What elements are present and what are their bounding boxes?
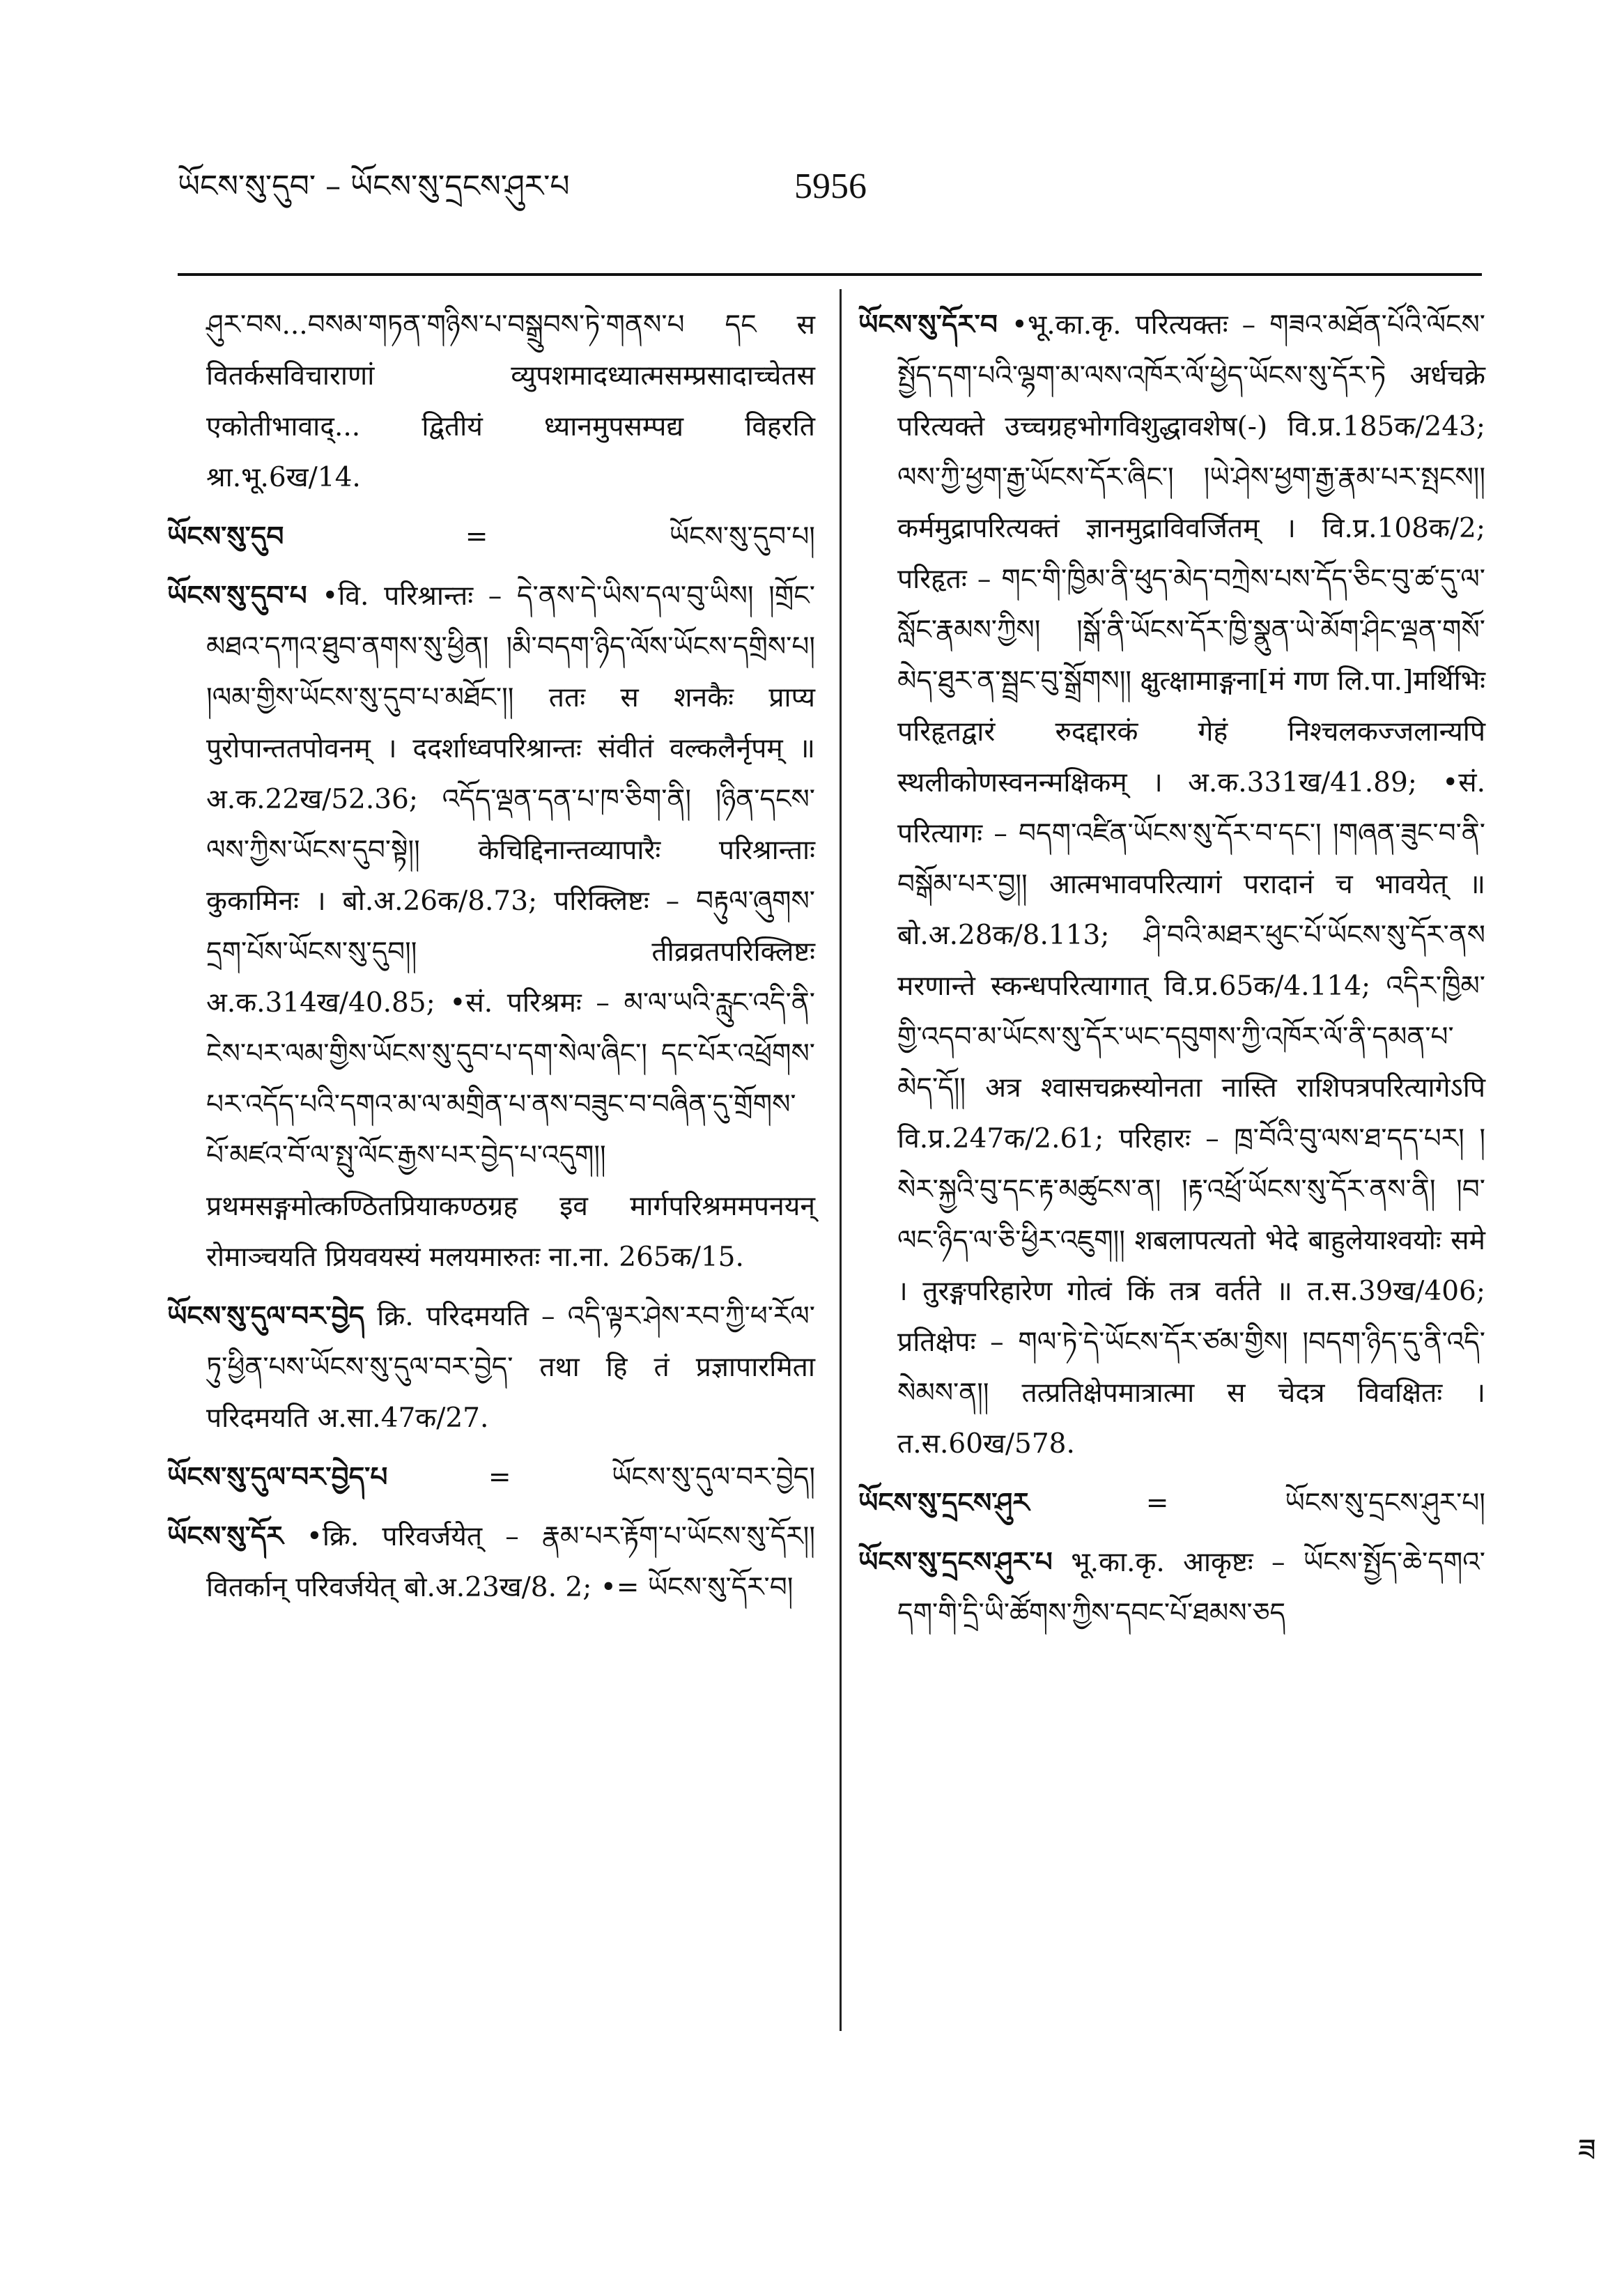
headword: ཡོངས་སུ་དྲངས་ཤུར xyxy=(858,1487,1030,1519)
entry-body: •वि. परिश्रान्तः – དེ་ནས་དེ་ཡིས་དལ་བུ་ཡིས། །གྲོང་མཐའ་དཀའ་ཐུབ་ནགས་སུ་ཕྱིན། །མི་བདག་ཉིད་ལོས་ཡོངས་དགྲིས་པ། །ལམ་གྱིས་ཡོངས་སུ་དུབ་པ་མཐོང་།། ततः स शनकैः प्राप्य पुरोपान्ततपोवनम् । ददर्शाध्वपरिश्रान्तः संवीतं वल्कलैर्नृपम् ॥ अ.क.22ख/52.36; འདོད་ལྡན་དན་པ་ཁ་ཅིག་ནི། །ཉིན་དངས་ལས་ཀྱིས་ཡོངས་དུབ་སྟེ།། केचिद्दिनान्तव्यापारैः परिश्रान्ताः कुकामिनः । बो.अ.26क/8.73; परिक्लिष्टः – བརྟུལ་ཞུགས་དྲག་པོས་ཡོངས་སུ་དུབ།། तीव्रव्रतपरिक्लिष्टः अ.क.314ख/40.85; •सं. परिश्रमः – མ་ལ་ཡའི་རླུང་འདི་ནི་ངེས་པར་ལམ་གྱིས་ཡོངས་སུ་དུབ་པ་དག་སེལ་ཞིང་། དང་པོར་འཕྲོགས་པར་འདོད་པའི་དགའ་མ་ལ་མགྲིན་པ་ནས་བཟུང་བ་བཞིན་དུ་གྲོགས་པོ་མཛའ་བོ་ལ་སྤུ་ལོང་རྒྱས་པར་བྱེད་པ་འདུག།། प्रथमसङ्गमोत्कण्ठितप्रियाकण्ठग्रह इव मार्गपरिश्रममपनयन् रोमाञ्चयति प्रियवयस्यं मलयमारुतः ना.ना. 265क/15. xyxy=(206,580,815,1273)
reference-target: ཡོངས་སུ་དྲངས་ཤུར་པ། xyxy=(1285,1488,1485,1519)
headword: ཡོངས་སུ་དོར xyxy=(167,1520,284,1552)
cross-reference-entry xyxy=(167,511,815,562)
reference-target: ཡོངས་སུ་དུལ་བར་བྱེད། xyxy=(612,1462,815,1493)
dictionary-entry xyxy=(167,571,815,1283)
running-head: ཡོངས་སུ་དུབ་ – ཡོངས་སུ་དྲངས་ཤུར་པ xyxy=(178,169,570,204)
equals-sign: = xyxy=(488,1462,511,1493)
entry-body: भू.का.कृ. आकृष्टः – ཡོངས་སྤྱོད་ཆེ་དགའ་དག་གི་དྲི་ཡི་ཚོགས་ཀྱིས་དབང་པོ་ཐམས་ཅད xyxy=(897,1547,1485,1629)
dictionary-entry xyxy=(858,1537,1485,1639)
headword: ཡོངས་སུ་དུབ་པ xyxy=(167,580,307,612)
right-column xyxy=(858,300,1485,1647)
headword: ཡོངས་སུ་དུལ་བར་བྱེད་པ xyxy=(167,1461,388,1493)
equals-sign: = xyxy=(465,521,488,553)
dictionary-entry xyxy=(167,1291,815,1444)
entry-body: •भू.का.कृ. परित्यक्तः – གཟའ་མཐོན་པོའི་ལོངས་སྤྱོད་དག་པའི་ལྷག་མ་ལས་འཁོར་ལོ་ཕྱེད་ཡོངས་སུ་དོར་ཏེ अर्धचक्रे परित्यक्ते उच्चग्रहभोगविशुद्धावशेष(-) वि.प्र.185क/243; ལས་ཀྱི་ཕྱག་རྒྱ་ཡོངས་དོར་ཞིང་། །ཡེ་ཤེས་ཕྱག་རྒྱ་རྣམ་པར་སྤངས།། कर्ममुद्रापरित्यक्तं ज्ञानमुद्राविवर्जितम् । वि.प्र.108क/2; परिहृतः – གང་གི་ཁྱིམ་ནི་ཕུད་མེད་བཀྲེས་པས་དོད་ཅིང་བུ་ཚ་དུ་ལ་སློང་རྣམས་ཀྱིས། །སྒོ་ནི་ཡོངས་དོར་ཁྱི་སྣུན་ཡེ་མོག་ཤིང་ལྡན་གསོ་མེད་ཐུར་ན་སྦྲང་བུ་སྒྲོགས།། क्षुत्क्षामाङ्गना[मं गण लि.पा.]मर्थिभिः परिहृतद्वारं रुदद्दारकं गेहं निश्चलकज्जलान्यपि स्थलीकोणस्वनन्मक्षिकम् । अ.क.331ख/41.89; •सं. परित्यागः – བདག་འཛིན་ཡོངས་སུ་དོར་བ་དང་། །གཞན་ཟུང་བ་ནི་བསྒོམ་པར་བྱ།། आत्मभावपरित्यागं परादानं च भावयेत् ॥ बो.अ.28क/8.113; ཤི་བའི་མཐར་ཕུང་པོ་ཡོངས་སུ་དོར་ནས मरणान्ते स्कन्धपरित्यागात् वि.प्र.65क/4.114; འདིར་ཁྱིམ་གྱི་འདབ་མ་ཡོངས་སུ་དོར་ཡང་དབུགས་ཀྱི་འཁོར་ལོ་ནི་དམན་པ་མེད་དོ།། अत्र श्वासचक्रस्योनता नास्ति राशिपत्रपरित्यागेऽपि वि.प्र.247क/2.61; परिहारः – ཁྲ་བོའི་བུ་ལས་ཐ་དད་པར། །སེར་སྐྱའི་བུ་དང་རྟ་མཚུངས་ན། །རྟ་འཕྲོ་ཡོངས་སུ་དོར་ནས་ནི། །བ་ལང་ཉིད་ལ་ཅི་ཕྱིར་འཇུག།། शबलापत्यतो भेदे बाहुलेयाश्वयोः समे । तुरङ्गपरिहारेण गोत्वं किं तत्र वर्तते ॥ त.स.39ख/406; प्रतिक्षेपः – གལ་ཏེ་དེ་ཡོངས་དོར་ཙམ་གྱིས། །བདག་ཉིད་དུ་ནི་འདི་སེམས་ན།། तत्प्रतिक्षेपमात्रात्मा स चेदत्र विवक्षितः । त.स.60ख/578. xyxy=(897,309,1485,1460)
dictionary-entry xyxy=(858,300,1485,1469)
entry-body: क्रि. परिदमयति – འདི་ལྟར་ཤེས་རབ་ཀྱི་ཕ་རོལ་ཏུ་ཕྱིན་པས་ཡོངས་སུ་དུལ་བར་བྱེད་ तथा हि तं प्रज्ञापारमिता परिदमयति अ.सा.47क/27. xyxy=(206,1301,815,1434)
equals-sign: = xyxy=(1145,1488,1169,1519)
headword: ཡོངས་སུ་དུལ་བར་བྱེད xyxy=(167,1300,365,1332)
headword: ཡོངས་སུ་དྲངས་ཤུར་པ xyxy=(858,1546,1053,1578)
page-number: 5956 xyxy=(794,167,867,206)
dictionary-entry xyxy=(167,1511,815,1613)
column-divider xyxy=(840,289,842,2031)
corner-mark: ཟ xyxy=(1577,2133,1596,2168)
headword: ཡོངས་སུ་དུབ xyxy=(167,520,284,553)
headword: ཡོངས་སུ་དོར་བ xyxy=(858,309,998,341)
cross-reference-entry xyxy=(858,1478,1485,1529)
continuation-text: ཤུར་བས...བསམ་གཏན་གཉིས་པ་བསྒྲུབས་ཏེ་གནས་པ དང स वितर्कसविचाराणां व्युपशमादध्यात्मसम्प्रसादाच्चेतस एकोतीभावाद्... द्वितीयं ध्यानमुपसम्पद्य विहरति श्रा.भू.6ख/14. xyxy=(206,309,815,493)
reference-target: ཡོངས་སུ་དུབ་པ། xyxy=(669,521,815,553)
left-column xyxy=(167,300,815,1621)
header-rule xyxy=(178,273,1482,276)
cross-reference-entry xyxy=(167,1452,815,1503)
entry-body: •क्रि. परिवर्जयेत् – རྣམ་པར་རྟོག་པ་ཡོངས་སུ་དོར།། वितर्कान् परिवर्जयेत् बो.अ.23ख/8. 2; •= ཡོངས་སུ་དོར་བ། xyxy=(206,1521,815,1603)
